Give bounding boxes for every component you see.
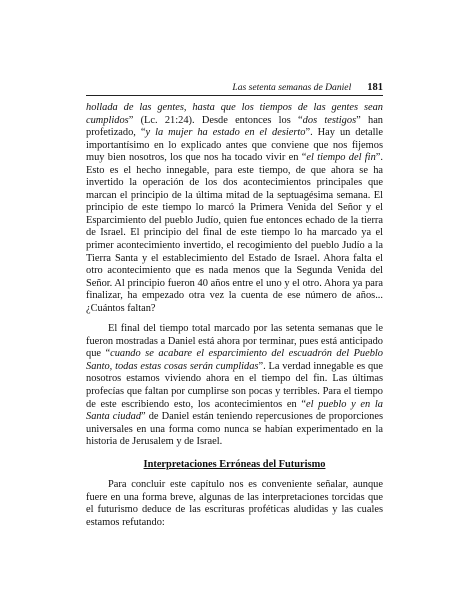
header-rule [86,95,383,96]
paragraph-1 [86,102,383,315]
paragraph-2 [86,323,383,448]
text-segment: ” de Daniel están teniendo repercusiones de proporciones universales en una forma como nunca se habían experimentado en la historia de Jerusalem y de Israel. [86,411,383,448]
text-segment: hollada de las gentes, hasta que los tiempos de las gentes sean cumplidos [86,102,383,126]
text-segment: ” (Lc. 21:24). Desde entonces los “ [128,114,303,126]
text-segment: cuando se acabare el esparcimiento del escuadrón del Pueblo Santo, todas estas cosas serán cumplidas [86,348,383,372]
text-segment: dos testigos [302,114,357,126]
section-title: Interpretaciones Erróneas del Futurismo [143,458,326,470]
text-segment: el pueblo y en la Santa ciudad [86,398,383,423]
text-segment: ”. Hay un detalle importantísimo en lo explicado antes que conviene que nos fijemos muy bien nosotros, los que nos ha tocado vivir en “ [86,127,383,164]
page-number: 181 [367,82,383,93]
text-segment: ” han profetizado, “ [86,114,383,139]
text-segment: el tiempo del fin [306,152,376,164]
text-segment: ”. La verdad innegable es que nosotros estamos viviendo ahora en el tiempo del fin. Las últimas profecías que faltan por cumplirse son pocas y terribles. Para el tiempo de este escribiendo esto, los acontecimientos en “ [86,360,383,410]
closing-paragraph: Para concluir este capítulo nos es conveniente señalar, aunque fuere en una forma breve, algunas de las interpretaciones torcidas que el futurismo deduce de las escrituras proféticas aludidas y las cuales estamos refutando: [86,479,383,528]
running-title: Las setenta semanas de Daniel [232,82,352,93]
text-segment: El final del tiempo total marcado por las setenta semanas que le fueron mostradas a Daniel está ahora por terminar, pues está anticipado que “ [86,323,383,360]
page-body [86,102,383,530]
text-segment: ”. Esto es el hecho innegable, para este tiempo, de que ahora se ha invertido la operación de los dos acontecimientos principales que marcan el principio de la última mitad de la septuagésima semana. El principio de este tiempo lo marcó la Primera Venida del Señor y el Esparcimiento del pueblo Judío, quien fue entonces echado de la tierra de Israel. El principio del final de este tiempo lo ha marcado ya el primer acontecimiento invertido, el recogimiento del pueblo Judío a la Tierra Santa y el establecimiento del Estado de Israel. Ahora falta el otro acontecimiento que es nada menos que la Segunda Venida del Señor. Al principio fueron 40 años entre el uno y el otro. Ahora ya para finalizar, ha empezado otra vez la cuenta de ese número de años... ¿Cuántos faltan? [86,152,383,314]
page-header [86,82,383,93]
text-segment: y la mujer ha estado en el desierto [145,127,306,139]
